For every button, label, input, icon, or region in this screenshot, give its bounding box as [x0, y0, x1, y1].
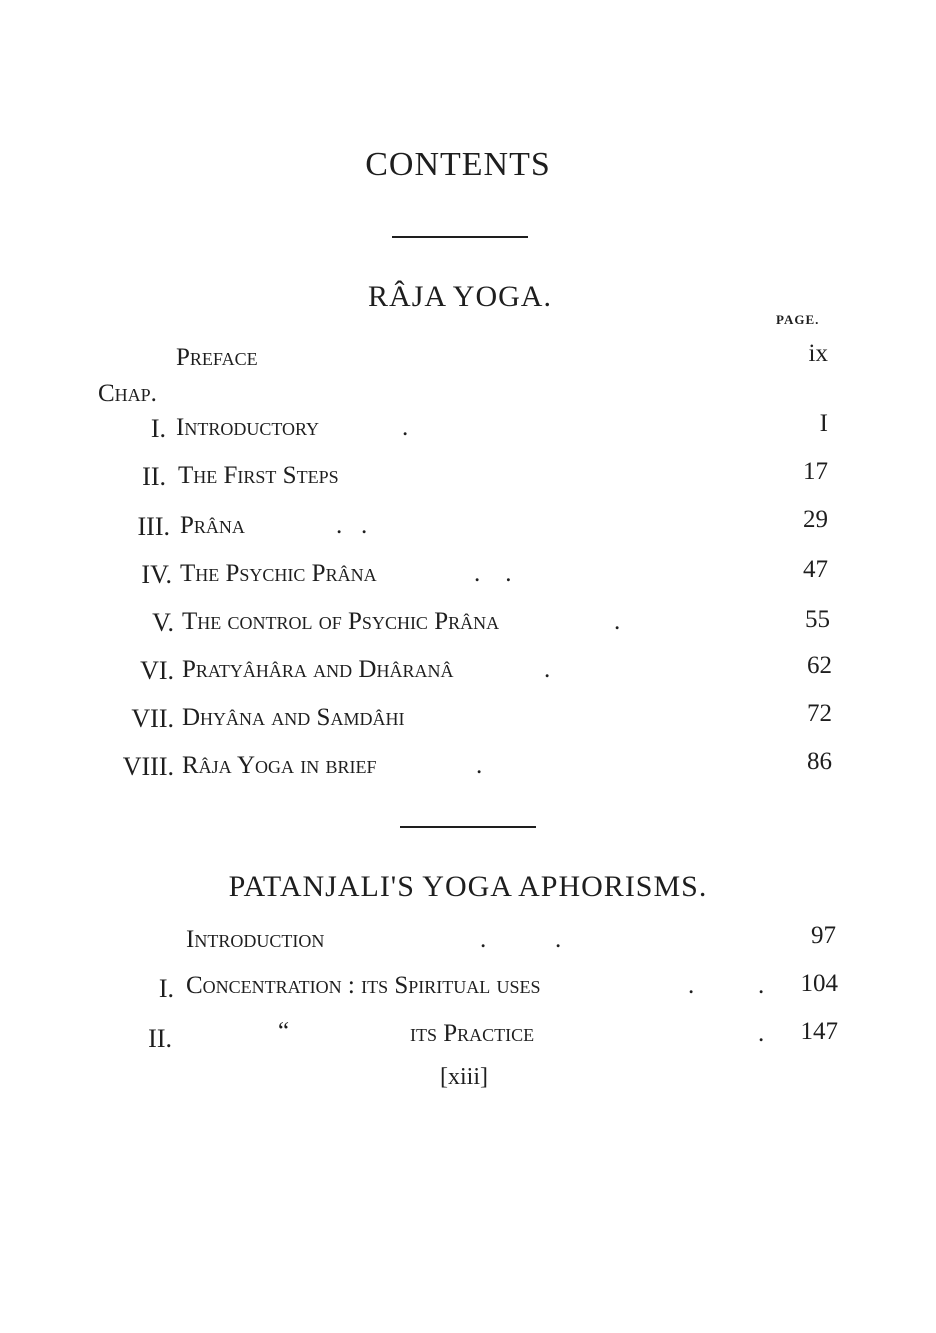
toc-page-preface: ix: [808, 340, 828, 367]
chapter-number: VIII.: [122, 752, 174, 781]
page-column-label: PAGE.: [776, 312, 820, 327]
chapter-title: The First Steps: [178, 462, 339, 489]
section-heading-raja-yoga: RÂJA YOGA.: [368, 280, 552, 313]
ditto-mark: “: [278, 1018, 290, 1045]
chapter-page: I: [819, 410, 828, 437]
chapter-number: IV.: [141, 560, 172, 589]
chapter-page: 104: [800, 970, 838, 997]
dot-leader: .: [544, 656, 551, 683]
footer-page-number: [xiii]: [440, 1064, 488, 1090]
chapter-number: I.: [150, 414, 166, 443]
chapter-number: I.: [158, 974, 174, 1003]
dot-leader: .: [476, 752, 483, 779]
dot-leader: .: [758, 972, 765, 999]
chapter-page: 29: [803, 506, 828, 533]
toc-entry-preface: Preface: [176, 344, 258, 371]
chapter-number: VII.: [131, 704, 174, 733]
chapter-number: V.: [152, 608, 174, 637]
chapter-title: The Psychic Prâna: [180, 560, 377, 587]
page-title: CONTENTS: [365, 146, 551, 183]
chapter-title: Introductory: [176, 414, 320, 441]
dot-leader: .: [402, 414, 409, 441]
chapter-title: Prâna: [180, 512, 245, 539]
divider-rule: [392, 236, 528, 238]
chapter-title: The control of Psychic Prâna: [182, 608, 500, 635]
dot-leader: . .: [480, 926, 562, 953]
chapter-page: 47: [803, 556, 828, 583]
chapter-page: 62: [807, 652, 832, 679]
dot-leader: . .: [336, 512, 368, 539]
chapter-page: 72: [807, 700, 832, 727]
chapter-number: VI.: [140, 656, 174, 685]
dot-leader: .: [688, 972, 695, 999]
toc-page-introduction: 97: [811, 922, 836, 949]
dot-leader: . .: [474, 560, 512, 587]
chapter-page: 55: [805, 606, 830, 633]
chapter-title: Concentration : its Spiritual uses: [186, 972, 541, 999]
chapter-title: Pratyâhâra and Dhâranâ: [182, 656, 454, 683]
chapter-page: 17: [803, 458, 828, 485]
chapter-number: III.: [137, 512, 170, 541]
section-heading-patanjali: PATANJALI'S YOGA APHORISMS.: [228, 870, 708, 903]
divider-rule: [400, 826, 536, 828]
chapter-number: II.: [148, 1024, 172, 1053]
chapter-title: Dhyâna and Samdâhi: [182, 704, 405, 731]
dot-leader: .: [758, 1020, 765, 1047]
chapter-page: 86: [807, 748, 832, 775]
chapter-title: Râja Yoga in brief: [182, 752, 377, 779]
toc-entry-introduction: Introduction: [186, 926, 325, 953]
chapter-number: II.: [142, 462, 166, 491]
chapter-page: 147: [800, 1018, 838, 1045]
dot-leader: .: [614, 608, 621, 635]
chapter-title: its Practice: [410, 1020, 535, 1047]
chap-label: Chap.: [98, 380, 157, 407]
